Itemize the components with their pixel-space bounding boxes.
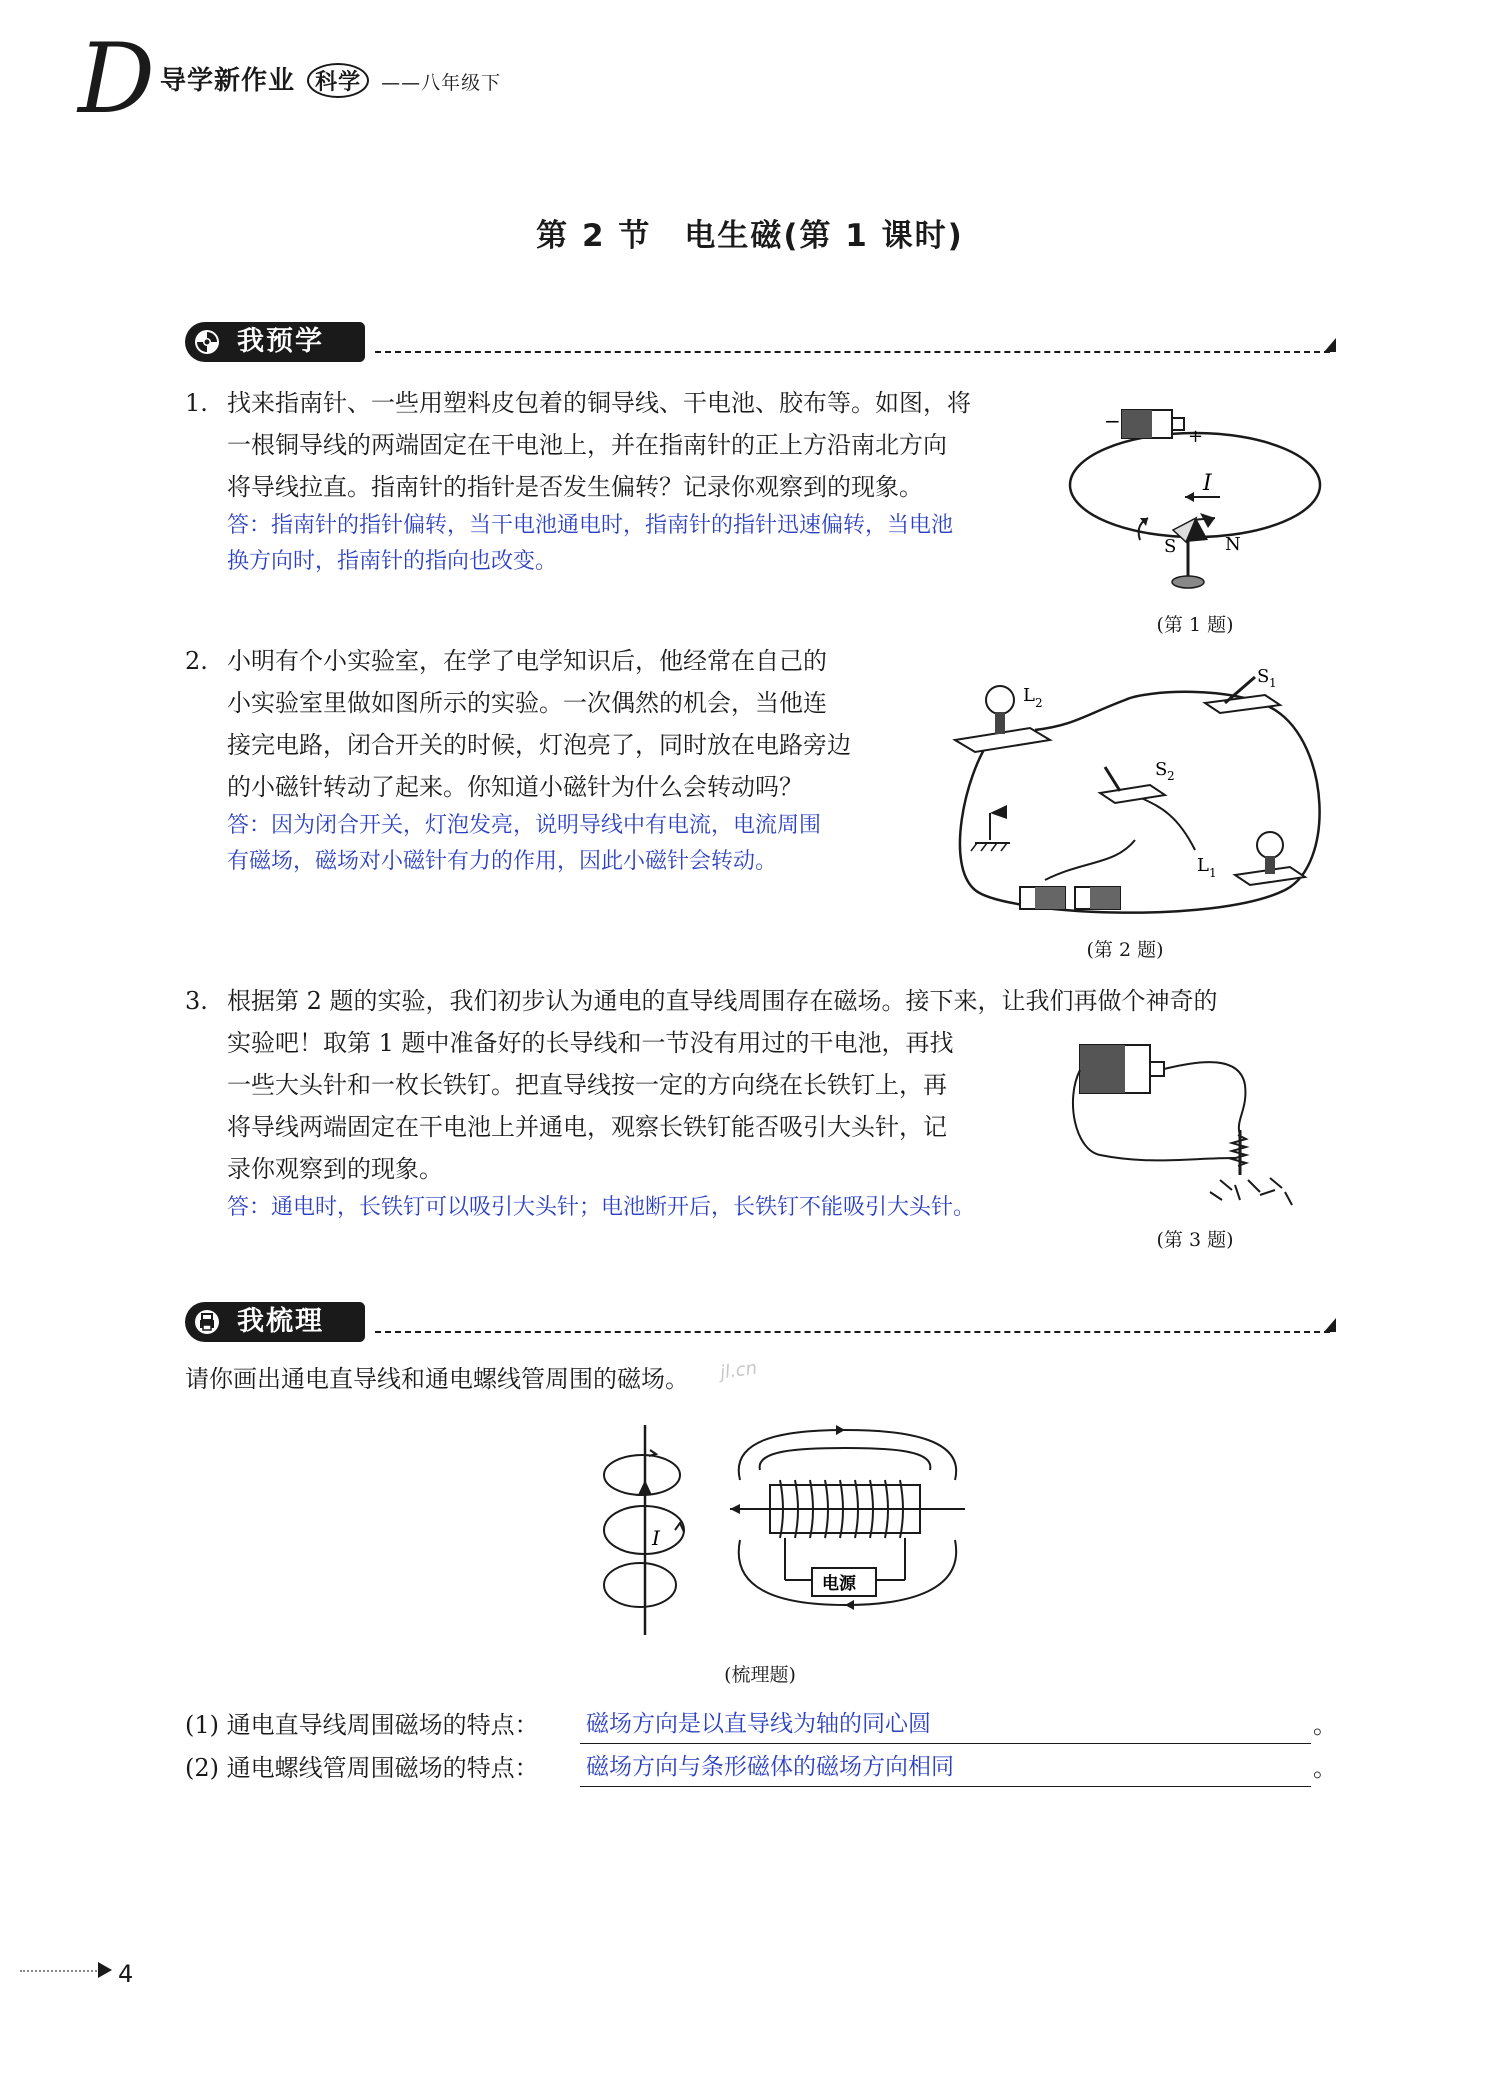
question-line: 接完电路，闭合开关的时候，灯泡亮了，同时放在电路旁边 [227,731,851,759]
subject-badge: 科学 [307,63,369,98]
question-number: 1. [185,389,208,417]
fill-label: (1) 通电直导线周围磁场的特点： [185,1711,539,1739]
page-dots [20,1970,100,1972]
question-line: 将导线拉直。指南针的指针是否发生偏转？记录你观察到的现象。 [227,473,923,501]
logo-d-icon [70,30,160,130]
section-divider [375,1331,1330,1333]
answer-line: 有磁场，磁场对小磁针有力的作用，因此小磁针会转动。 [227,849,778,874]
plus-label: + [1188,426,1204,447]
question-line: 将导线两端固定在干电池上并通电，观察长铁钉能否吸引大头针，记 [227,1113,947,1141]
page-title: 第 2 节 电生磁(第 1 课时) [536,218,964,254]
answer-line: 答：通电时，长铁钉可以吸引大头针；电池断开后，长铁钉不能吸引大头针。 [227,1195,976,1220]
pins-icon [1210,1178,1292,1205]
figure-caption: (第 3 题) [1156,1229,1234,1251]
book-title: 导学新作业 [160,66,296,96]
minus-label: − [1104,409,1121,433]
question-1 [185,382,1065,580]
current-arrow-up [638,1480,652,1495]
question-2 [185,640,945,880]
question-number: 3. [185,987,208,1015]
figure-caption: (梳理题) [724,1664,796,1686]
bulb-icon [1257,832,1283,858]
svg-text:2: 2 [1035,696,1043,710]
answer-line: 答：因为闭合开关，灯泡发亮，说明导线中有电流，电流周围 [227,813,822,838]
question-line: 小明有个小实验室，在学了电学知识后，他经常在自己的 [227,647,827,675]
question-line: 的小磁针转动了起来。你知道小磁针为什么会转动吗？ [227,773,803,801]
section-preview-bar [185,322,1330,366]
power-label: 电源 [822,1574,856,1594]
question-line: 一些大头针和一枚长铁钉。把直导线按一定的方向绕在长铁钉上，再 [227,1071,947,1099]
fill-end-mark: 。 [1313,1754,1337,1782]
page-number: 4 [118,1960,134,1988]
grade-label: ——八年级下 [381,72,502,94]
section-summary-label: 我梳理 [237,1306,324,1337]
corner-mark-icon [1324,1318,1336,1332]
switch-s2-label: S [1155,759,1168,780]
section-summary-badge [185,1302,365,1342]
corner-mark-icon [1324,338,1336,352]
svg-text:1: 1 [1269,676,1277,690]
current-label: I [1203,471,1212,496]
fill-answer-field[interactable]: 磁场方向与条形磁体的磁场方向相同 [580,1748,1311,1787]
section-preview-badge [185,322,365,362]
switch-s2 [1100,785,1165,803]
figure-compass-wire [1060,390,1330,600]
bulb-icon [986,686,1014,714]
watermark: jl.cn [718,1357,759,1384]
figure-caption: (第 1 题) [1156,614,1234,636]
fill-label: (2) 通电螺线管周围磁场的特点： [185,1754,539,1782]
answer-line: 答：指南针的指针偏转，当干电池通电时，指南针的指针迅速偏转，当电池 [227,513,954,538]
fill-row-1 [185,1705,1337,1745]
question-line: 小实验室里做如图所示的实验。一次偶然的机会，当他连 [227,689,827,717]
current-label: I [652,1526,660,1550]
straight-wire-field [604,1425,684,1635]
printer-icon [193,1308,221,1336]
swirl-icon [193,328,221,356]
svg-text:2: 2 [1167,769,1175,783]
svg-text:1: 1 [1209,866,1217,880]
lamp-l1-label: L [1197,855,1209,876]
fill-answer-field[interactable]: 磁场方向是以直导线为轴的同心圆 [580,1705,1311,1744]
question-number: 2. [185,647,208,675]
summary-prompt: 请你画出通电直导线和通电螺线管周围的磁场。 [185,1365,689,1393]
switch-s1-label: S [1257,666,1270,687]
section-preview-label: 我预学 [237,326,324,357]
page-arrow-icon [98,1962,112,1978]
fill-row-2 [185,1748,1337,1788]
figure-magnetic-fields [580,1420,980,1650]
question-line: 根据第 2 题的实验，我们初步认为通电的直导线周围存在磁场。接下来，让我们再做个神奇的 [227,987,1218,1015]
north-label: N [1225,534,1241,555]
south-label: S [1164,536,1177,557]
logo-letter: D [78,30,155,130]
answer-line: 换方向时，指南针的指向也改变。 [227,549,558,574]
figure-caption: (第 2 题) [1086,939,1164,961]
figure-electromagnet [1070,1040,1330,1210]
book-header [160,60,501,98]
question-line: 找来指南针、一些用塑料皮包着的铜导线、干电池、胶布等。如图，将 [227,389,971,417]
fill-end-mark: 。 [1313,1711,1337,1739]
switch-s1 [1205,695,1280,713]
section-summary-bar [185,1302,1330,1346]
compass-stand [1172,576,1204,588]
question-line: 实验吧！取第 1 题中准备好的长导线和一节没有用过的干电池，再找 [227,1029,954,1057]
question-line: 录你观察到的现象。 [227,1155,443,1183]
question-line: 一根铜导线的两端固定在干电池上，并在指南针的正上方沿南北方向 [227,431,947,459]
figure-circuit [935,665,1335,930]
lamp-l2-label: L [1023,685,1035,706]
section-divider [375,351,1330,353]
